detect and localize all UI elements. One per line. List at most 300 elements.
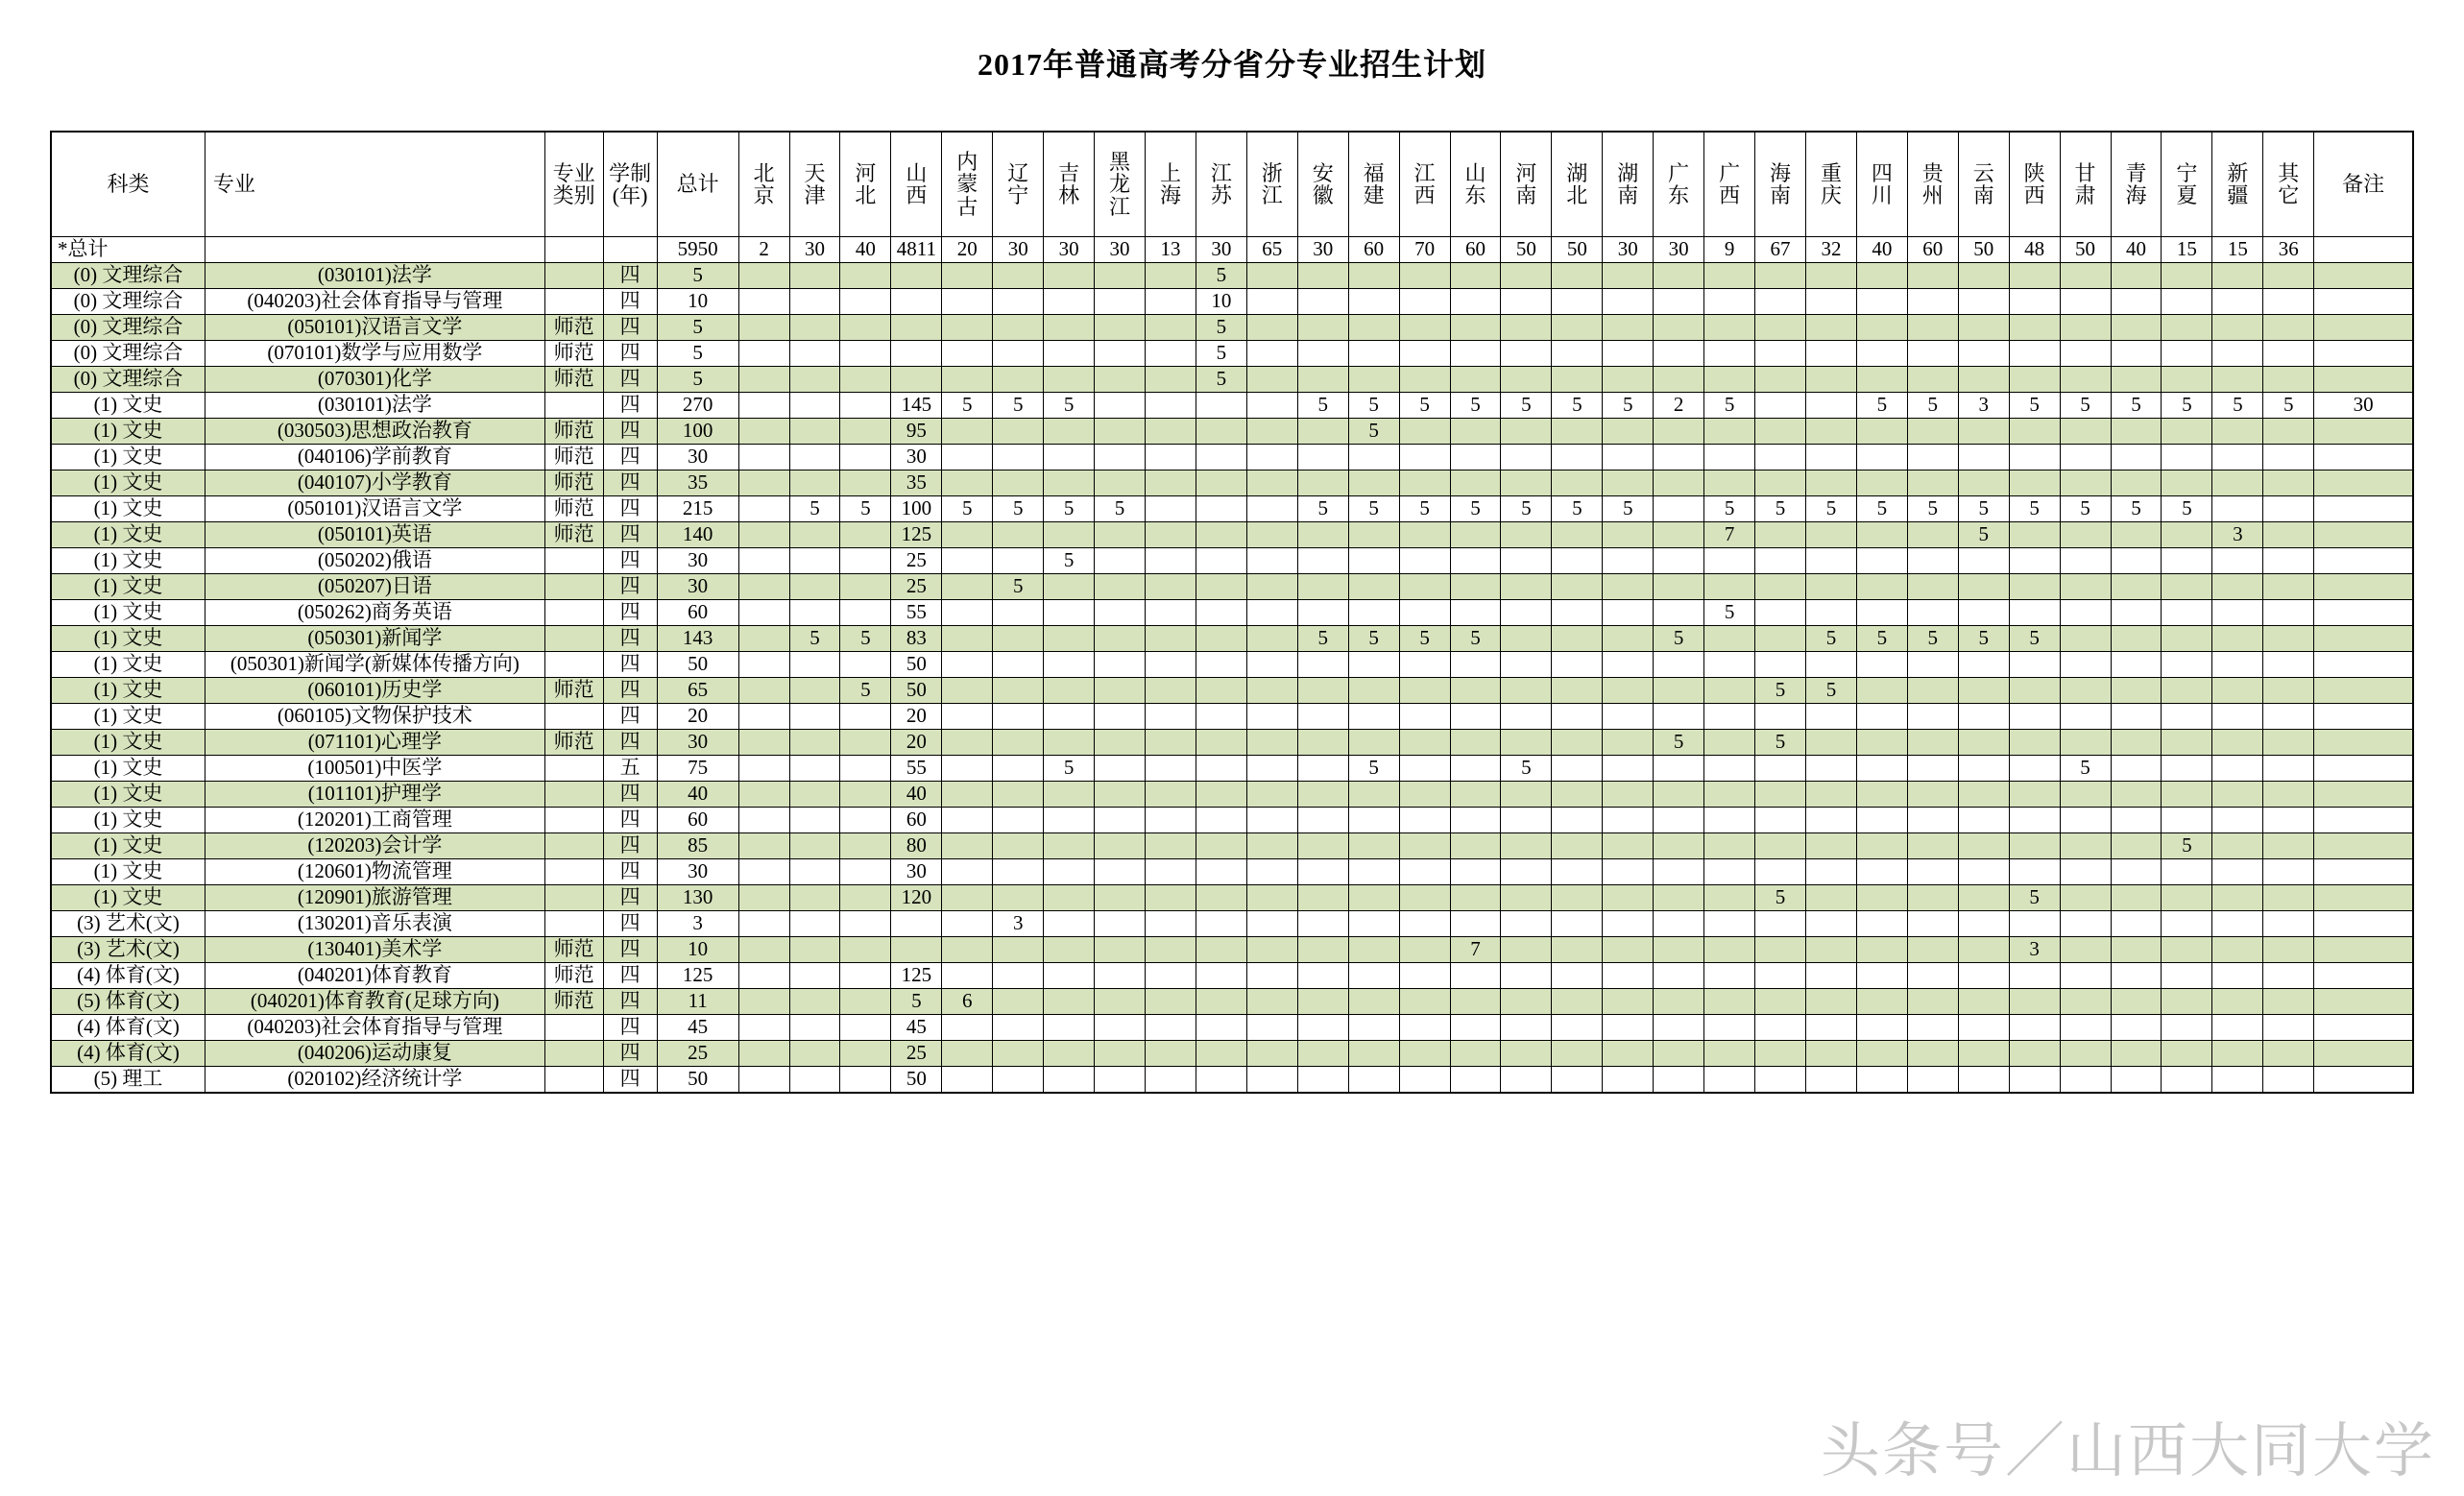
cell-province-20 xyxy=(1755,315,1806,341)
cell-province-0 xyxy=(738,1067,789,1094)
cell-province-19 xyxy=(1704,574,1755,600)
cell-xuezhi: 四 xyxy=(603,522,657,548)
cell-zhuanye: (040203)社会体育指导与管理 xyxy=(205,289,544,315)
cell-zongji: 25 xyxy=(657,1041,738,1067)
cell-province-21 xyxy=(1805,522,1856,548)
cell-province-30 xyxy=(2263,419,2314,445)
cell-province-5 xyxy=(993,963,1044,989)
cell-beizhu xyxy=(2314,548,2413,574)
cell-province-11: 5 xyxy=(1297,626,1348,652)
cell-province-3: 125 xyxy=(891,963,942,989)
cell-zongji: 270 xyxy=(657,393,738,419)
cell-province-1 xyxy=(789,782,840,808)
cell-province-7 xyxy=(1095,574,1146,600)
cell-province-11 xyxy=(1297,989,1348,1015)
cell-province-1 xyxy=(789,885,840,911)
cell-province-14 xyxy=(1450,833,1501,859)
cell-province-20 xyxy=(1755,782,1806,808)
cell-province-7 xyxy=(1095,263,1146,289)
cell-province-14 xyxy=(1450,600,1501,626)
cell-province-1 xyxy=(789,471,840,496)
cell-province-7 xyxy=(1095,730,1146,756)
cell-province-12 xyxy=(1348,315,1399,341)
cell-province-17 xyxy=(1603,911,1654,937)
cell-zhuanye: (020102)经济统计学 xyxy=(205,1067,544,1094)
cell-province-28 xyxy=(2162,341,2212,367)
cell-province-13 xyxy=(1399,367,1450,393)
cell-province-8 xyxy=(1146,263,1196,289)
cell-province-4: 5 xyxy=(942,393,993,419)
cell-xuezhi: 四 xyxy=(603,911,657,937)
cell-province-16 xyxy=(1552,548,1603,574)
cell-beizhu xyxy=(2314,859,2413,885)
cell-province-30: 5 xyxy=(2263,393,2314,419)
cell-province-12 xyxy=(1348,963,1399,989)
cell-zongji: 5950 xyxy=(657,237,738,263)
cell-province-3 xyxy=(891,937,942,963)
cell-xuezhi: 四 xyxy=(603,315,657,341)
cell-zhuanye: (050301)新闻学(新媒体传播方向) xyxy=(205,652,544,678)
cell-province-21 xyxy=(1805,704,1856,730)
cell-province-1 xyxy=(789,704,840,730)
cell-province-20: 5 xyxy=(1755,678,1806,704)
cell-province-17 xyxy=(1603,652,1654,678)
cell-province-8 xyxy=(1146,730,1196,756)
cell-province-22 xyxy=(1856,756,1907,782)
cell-province-27: 40 xyxy=(2111,237,2162,263)
cell-province-8 xyxy=(1146,678,1196,704)
cell-province-2 xyxy=(840,911,891,937)
cell-province-30 xyxy=(2263,289,2314,315)
cell-province-11 xyxy=(1297,833,1348,859)
cell-province-26 xyxy=(2060,782,2111,808)
cell-province-27 xyxy=(2111,652,2162,678)
cell-province-8 xyxy=(1146,1015,1196,1041)
cell-province-15 xyxy=(1501,419,1552,445)
header-province-label: 四 川 xyxy=(1871,160,1893,207)
cell-zhuanye-leibie xyxy=(544,1041,603,1067)
cell-beizhu xyxy=(2314,471,2413,496)
cell-province-26 xyxy=(2060,548,2111,574)
header-province-29 xyxy=(2212,132,2263,237)
cell-province-13 xyxy=(1399,652,1450,678)
cell-province-25 xyxy=(2009,574,2060,600)
cell-province-22 xyxy=(1856,315,1907,341)
cell-beizhu xyxy=(2314,1067,2413,1094)
cell-province-17 xyxy=(1603,341,1654,367)
cell-province-28 xyxy=(2162,522,2212,548)
cell-province-18 xyxy=(1654,911,1704,937)
cell-province-22 xyxy=(1856,341,1907,367)
cell-province-6 xyxy=(1044,704,1095,730)
cell-province-20: 67 xyxy=(1755,237,1806,263)
cell-province-17 xyxy=(1603,730,1654,756)
cell-province-13 xyxy=(1399,548,1450,574)
cell-province-8 xyxy=(1146,522,1196,548)
cell-province-7 xyxy=(1095,600,1146,626)
cell-province-22 xyxy=(1856,782,1907,808)
cell-province-15 xyxy=(1501,367,1552,393)
table-row xyxy=(51,730,2413,756)
cell-province-13 xyxy=(1399,704,1450,730)
cell-province-25 xyxy=(2009,445,2060,471)
cell-province-28: 15 xyxy=(2162,237,2212,263)
cell-province-0 xyxy=(738,678,789,704)
cell-province-7 xyxy=(1095,989,1146,1015)
table-row xyxy=(51,367,2413,393)
cell-province-29 xyxy=(2212,315,2263,341)
cell-province-10 xyxy=(1246,652,1297,678)
cell-province-29 xyxy=(2212,263,2263,289)
cell-province-4 xyxy=(942,756,993,782)
cell-province-14 xyxy=(1450,263,1501,289)
header-province-label: 广 东 xyxy=(1668,160,1690,207)
cell-province-22 xyxy=(1856,1041,1907,1067)
cell-province-25 xyxy=(2009,1041,2060,1067)
cell-beizhu xyxy=(2314,574,2413,600)
cell-province-5 xyxy=(993,678,1044,704)
cell-kelei: (1) 文史 xyxy=(51,652,205,678)
cell-province-3 xyxy=(891,911,942,937)
cell-province-23 xyxy=(1907,782,1958,808)
cell-province-19 xyxy=(1704,756,1755,782)
cell-zhuanye: (040203)社会体育指导与管理 xyxy=(205,1015,544,1041)
cell-province-21: 5 xyxy=(1805,678,1856,704)
cell-zhuanye-leibie: 师范 xyxy=(544,522,603,548)
cell-province-11 xyxy=(1297,782,1348,808)
cell-province-0 xyxy=(738,626,789,652)
cell-province-11: 30 xyxy=(1297,237,1348,263)
cell-province-22 xyxy=(1856,574,1907,600)
header-province-label: 其 它 xyxy=(2278,160,2300,207)
header-province-3 xyxy=(891,132,942,237)
cell-province-13 xyxy=(1399,574,1450,600)
cell-province-13 xyxy=(1399,445,1450,471)
cell-province-22 xyxy=(1856,548,1907,574)
cell-province-16 xyxy=(1552,963,1603,989)
header-zhuanye: 专业 xyxy=(205,132,544,237)
cell-zongji: 10 xyxy=(657,937,738,963)
cell-province-14 xyxy=(1450,367,1501,393)
cell-province-18 xyxy=(1654,471,1704,496)
cell-province-6 xyxy=(1044,574,1095,600)
cell-kelei: (1) 文史 xyxy=(51,730,205,756)
cell-province-9 xyxy=(1196,885,1246,911)
cell-province-3 xyxy=(891,289,942,315)
cell-beizhu xyxy=(2314,419,2413,445)
cell-province-18 xyxy=(1654,1067,1704,1094)
cell-province-17 xyxy=(1603,263,1654,289)
cell-province-24 xyxy=(1958,548,2009,574)
cell-province-23 xyxy=(1907,341,1958,367)
cell-province-7 xyxy=(1095,911,1146,937)
cell-province-26 xyxy=(2060,652,2111,678)
cell-province-29 xyxy=(2212,963,2263,989)
cell-province-20 xyxy=(1755,548,1806,574)
cell-zhuanye: (030101)法学 xyxy=(205,393,544,419)
cell-province-4 xyxy=(942,289,993,315)
cell-province-20 xyxy=(1755,989,1806,1015)
cell-province-3: 35 xyxy=(891,471,942,496)
cell-province-23 xyxy=(1907,937,1958,963)
cell-province-16 xyxy=(1552,289,1603,315)
cell-zhuanye: (040201)体育教育(足球方向) xyxy=(205,989,544,1015)
cell-province-10 xyxy=(1246,911,1297,937)
cell-province-25 xyxy=(2009,782,2060,808)
cell-province-21 xyxy=(1805,782,1856,808)
cell-province-10 xyxy=(1246,522,1297,548)
cell-province-3: 50 xyxy=(891,652,942,678)
cell-province-30 xyxy=(2263,730,2314,756)
cell-province-11 xyxy=(1297,471,1348,496)
cell-province-1: 5 xyxy=(789,626,840,652)
cell-province-0 xyxy=(738,496,789,522)
header-province-label: 贵 州 xyxy=(1921,160,1944,207)
cell-province-15: 5 xyxy=(1501,393,1552,419)
cell-zhuanye: (060101)历史学 xyxy=(205,678,544,704)
cell-province-28 xyxy=(2162,1041,2212,1067)
cell-zhuanye-leibie xyxy=(544,263,603,289)
header-province-label: 天 津 xyxy=(804,160,826,207)
cell-province-8 xyxy=(1146,911,1196,937)
cell-province-11 xyxy=(1297,1015,1348,1041)
cell-province-3: 20 xyxy=(891,730,942,756)
cell-province-9: 10 xyxy=(1196,289,1246,315)
cell-province-26 xyxy=(2060,911,2111,937)
cell-province-5 xyxy=(993,419,1044,445)
header-province-label: 安 徽 xyxy=(1312,160,1334,207)
cell-province-0 xyxy=(738,963,789,989)
cell-province-5 xyxy=(993,989,1044,1015)
cell-province-1: 5 xyxy=(789,496,840,522)
table-row xyxy=(51,704,2413,730)
cell-xuezhi: 四 xyxy=(603,652,657,678)
header-province-label: 浙 江 xyxy=(1261,160,1283,207)
cell-province-12 xyxy=(1348,859,1399,885)
cell-province-14 xyxy=(1450,522,1501,548)
cell-province-18 xyxy=(1654,574,1704,600)
cell-province-13 xyxy=(1399,937,1450,963)
cell-province-2 xyxy=(840,263,891,289)
cell-province-1 xyxy=(789,419,840,445)
cell-province-7: 30 xyxy=(1095,237,1146,263)
cell-province-30 xyxy=(2263,1067,2314,1094)
cell-province-10 xyxy=(1246,782,1297,808)
cell-zhuanye: (030503)思想政治教育 xyxy=(205,419,544,445)
cell-province-18 xyxy=(1654,652,1704,678)
cell-province-29 xyxy=(2212,859,2263,885)
cell-province-7 xyxy=(1095,1067,1146,1094)
cell-province-30 xyxy=(2263,263,2314,289)
cell-province-3 xyxy=(891,263,942,289)
cell-province-13: 70 xyxy=(1399,237,1450,263)
cell-province-17 xyxy=(1603,574,1654,600)
cell-province-11 xyxy=(1297,730,1348,756)
cell-province-14 xyxy=(1450,1015,1501,1041)
cell-province-20 xyxy=(1755,263,1806,289)
cell-province-8 xyxy=(1146,600,1196,626)
cell-province-28 xyxy=(2162,756,2212,782)
admissions-plan-table xyxy=(50,131,2414,1094)
cell-province-4: 6 xyxy=(942,989,993,1015)
header-province-6 xyxy=(1044,132,1095,237)
cell-province-21 xyxy=(1805,859,1856,885)
cell-province-0 xyxy=(738,833,789,859)
cell-province-26: 5 xyxy=(2060,393,2111,419)
cell-province-15 xyxy=(1501,341,1552,367)
cell-province-28 xyxy=(2162,548,2212,574)
cell-province-7 xyxy=(1095,937,1146,963)
cell-province-27 xyxy=(2111,937,2162,963)
cell-province-18 xyxy=(1654,289,1704,315)
cell-province-19 xyxy=(1704,704,1755,730)
cell-province-27 xyxy=(2111,963,2162,989)
header-province-25 xyxy=(2009,132,2060,237)
cell-province-5: 5 xyxy=(993,574,1044,600)
cell-province-17 xyxy=(1603,522,1654,548)
cell-province-24 xyxy=(1958,989,2009,1015)
cell-province-23 xyxy=(1907,419,1958,445)
cell-province-7 xyxy=(1095,704,1146,730)
cell-province-4 xyxy=(942,445,993,471)
cell-province-24 xyxy=(1958,367,2009,393)
cell-province-19 xyxy=(1704,678,1755,704)
cell-province-21 xyxy=(1805,730,1856,756)
cell-province-26 xyxy=(2060,678,2111,704)
cell-province-27 xyxy=(2111,522,2162,548)
cell-province-0 xyxy=(738,548,789,574)
cell-province-10 xyxy=(1246,419,1297,445)
cell-province-11 xyxy=(1297,963,1348,989)
cell-province-5 xyxy=(993,548,1044,574)
cell-province-12 xyxy=(1348,704,1399,730)
cell-beizhu xyxy=(2314,496,2413,522)
cell-province-20 xyxy=(1755,445,1806,471)
cell-province-24 xyxy=(1958,1067,2009,1094)
table-row xyxy=(51,496,2413,522)
cell-province-7 xyxy=(1095,341,1146,367)
cell-province-17 xyxy=(1603,600,1654,626)
cell-province-15 xyxy=(1501,859,1552,885)
cell-province-17: 5 xyxy=(1603,496,1654,522)
cell-province-17 xyxy=(1603,885,1654,911)
cell-province-3: 25 xyxy=(891,548,942,574)
cell-province-2 xyxy=(840,704,891,730)
cell-province-1 xyxy=(789,263,840,289)
header-province-label: 湖 北 xyxy=(1566,160,1588,207)
cell-zhuanye-leibie: 师范 xyxy=(544,445,603,471)
cell-province-26 xyxy=(2060,419,2111,445)
table-row xyxy=(51,989,2413,1015)
cell-province-4 xyxy=(942,1067,993,1094)
cell-kelei: (1) 文史 xyxy=(51,833,205,859)
cell-province-19 xyxy=(1704,626,1755,652)
cell-xuezhi: 四 xyxy=(603,367,657,393)
cell-province-13 xyxy=(1399,859,1450,885)
cell-province-5 xyxy=(993,471,1044,496)
cell-province-26 xyxy=(2060,522,2111,548)
cell-beizhu xyxy=(2314,315,2413,341)
cell-province-4 xyxy=(942,626,993,652)
cell-province-19 xyxy=(1704,963,1755,989)
cell-province-24: 5 xyxy=(1958,496,2009,522)
cell-province-22 xyxy=(1856,600,1907,626)
cell-province-27 xyxy=(2111,367,2162,393)
cell-province-7 xyxy=(1095,393,1146,419)
header-xuezhi-text: 学制 (年) xyxy=(609,160,652,207)
cell-province-17 xyxy=(1603,937,1654,963)
cell-province-23 xyxy=(1907,315,1958,341)
header-province-label: 江 西 xyxy=(1413,160,1436,207)
cell-province-11 xyxy=(1297,1067,1348,1094)
cell-province-5 xyxy=(993,652,1044,678)
cell-province-4 xyxy=(942,911,993,937)
cell-province-4 xyxy=(942,704,993,730)
cell-province-2 xyxy=(840,833,891,859)
cell-province-27: 5 xyxy=(2111,496,2162,522)
cell-province-11 xyxy=(1297,600,1348,626)
cell-province-4 xyxy=(942,600,993,626)
cell-province-18 xyxy=(1654,963,1704,989)
cell-zongji: 65 xyxy=(657,678,738,704)
cell-province-14: 5 xyxy=(1450,626,1501,652)
cell-province-10 xyxy=(1246,393,1297,419)
cell-province-26 xyxy=(2060,859,2111,885)
cell-xuezhi: 四 xyxy=(603,263,657,289)
cell-province-19: 5 xyxy=(1704,600,1755,626)
cell-zongji: 50 xyxy=(657,652,738,678)
cell-province-27 xyxy=(2111,782,2162,808)
cell-province-23 xyxy=(1907,1067,1958,1094)
cell-province-23 xyxy=(1907,1041,1958,1067)
cell-province-30 xyxy=(2263,522,2314,548)
cell-province-10 xyxy=(1246,367,1297,393)
cell-province-12 xyxy=(1348,652,1399,678)
cell-province-16: 5 xyxy=(1552,393,1603,419)
cell-province-1 xyxy=(789,445,840,471)
cell-province-27: 5 xyxy=(2111,393,2162,419)
cell-province-4 xyxy=(942,574,993,600)
cell-province-14 xyxy=(1450,756,1501,782)
cell-province-9 xyxy=(1196,522,1246,548)
cell-province-11 xyxy=(1297,1041,1348,1067)
cell-province-21 xyxy=(1805,548,1856,574)
cell-province-21: 32 xyxy=(1805,237,1856,263)
cell-province-15 xyxy=(1501,600,1552,626)
table-row xyxy=(51,678,2413,704)
table-row xyxy=(51,574,2413,600)
cell-province-14 xyxy=(1450,419,1501,445)
cell-xuezhi xyxy=(603,237,657,263)
table-row xyxy=(51,782,2413,808)
cell-province-3: 20 xyxy=(891,704,942,730)
cell-province-1 xyxy=(789,833,840,859)
cell-xuezhi: 四 xyxy=(603,678,657,704)
cell-beizhu xyxy=(2314,263,2413,289)
cell-province-30 xyxy=(2263,600,2314,626)
cell-province-2 xyxy=(840,652,891,678)
cell-province-29 xyxy=(2212,652,2263,678)
cell-zongji: 60 xyxy=(657,600,738,626)
cell-province-28 xyxy=(2162,911,2212,937)
cell-province-24 xyxy=(1958,833,2009,859)
cell-province-28: 5 xyxy=(2162,833,2212,859)
cell-xuezhi: 四 xyxy=(603,600,657,626)
cell-province-2 xyxy=(840,522,891,548)
cell-province-27 xyxy=(2111,574,2162,600)
cell-xuezhi: 四 xyxy=(603,419,657,445)
cell-province-19 xyxy=(1704,808,1755,833)
